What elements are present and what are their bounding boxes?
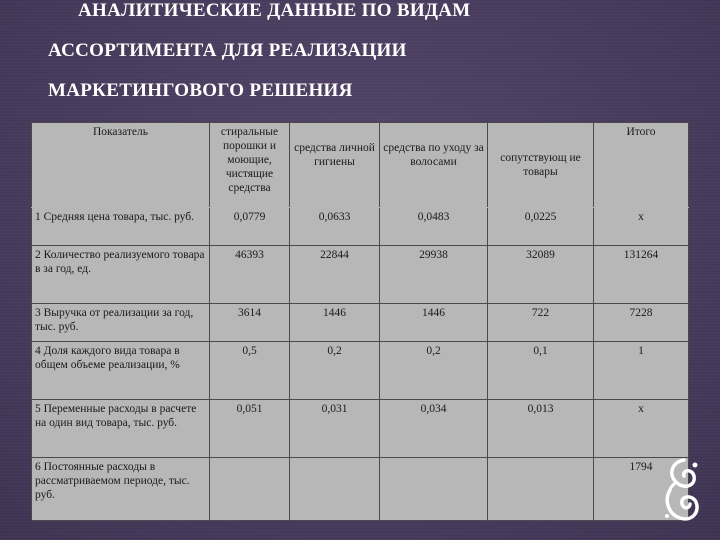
cell-value: 0,0779: [210, 208, 290, 246]
table-row: [32, 458, 689, 521]
cell-value: 46393: [210, 246, 290, 304]
cell-value: 0,034: [380, 400, 488, 458]
table-row: [32, 246, 689, 304]
table-row: [32, 400, 689, 458]
cell-value: 1446: [290, 304, 380, 342]
cell-value: 0,0633: [290, 208, 380, 246]
cell-value: 131264: [594, 246, 689, 304]
cell-value: 0,051: [210, 400, 290, 458]
cell-value: 0,0483: [380, 208, 488, 246]
slide-title-line-1: АНАЛИТИЧЕСКИЕ ДАННЫЕ ПО ВИДАМ: [78, 0, 471, 21]
cell-value: x: [594, 208, 689, 246]
table-row: [32, 208, 689, 246]
header-hygiene: средства личной гигиены: [290, 123, 380, 208]
cell-value: 722: [488, 304, 594, 342]
row-label: 4 Доля каждого вида товара в общем объеме реализации, %: [32, 342, 210, 400]
table-header-row: [32, 123, 689, 208]
cell-value: 0,013: [488, 400, 594, 458]
assortment-data-table: [31, 122, 689, 521]
row-label: 6 Постоянные расходы в рассматриваемом периоде, тыс. руб.: [32, 458, 210, 521]
cell-value: 0,031: [290, 400, 380, 458]
row-label: 1 Средняя цена товара, тыс. руб.: [32, 208, 210, 246]
cell-value: 7228: [594, 304, 689, 342]
header-related-goods: сопутствующ ие товары: [488, 123, 594, 208]
cell-value: 1: [594, 342, 689, 400]
header-detergents: стиральные порошки и моющие, чистящие средства: [210, 123, 290, 208]
row-label: 2 Количество реализуемого товара в за год, ед.: [32, 246, 210, 304]
cell-value: [380, 458, 488, 521]
row-label: 3 Выручка от реализации за год, тыс. руб.: [32, 304, 210, 342]
cell-value: 29938: [380, 246, 488, 304]
header-indicator: Показатель: [32, 123, 210, 208]
header-hair-care: средства по уходу за волосами: [380, 123, 488, 208]
slide-title-line-2: АССОРТИМЕНТА ДЛЯ РЕАЛИЗАЦИИ: [48, 40, 407, 61]
cell-value: 32089: [488, 246, 594, 304]
cell-value: [488, 458, 594, 521]
row-label: 5 Переменные расходы в расчете на один вид товара, тыс. руб.: [32, 400, 210, 458]
cell-value: 0,2: [290, 342, 380, 400]
cell-value: 1794: [594, 458, 689, 521]
cell-value: [210, 458, 290, 521]
slide-title-line-3: МАРКЕТИНГОВОГО РЕШЕНИЯ: [48, 80, 353, 101]
header-total: Итого: [594, 123, 689, 208]
cell-value: 3614: [210, 304, 290, 342]
cell-value: 1446: [380, 304, 488, 342]
decorative-swirl-icon: [662, 456, 702, 524]
table-row: [32, 304, 689, 342]
cell-value: 0,0225: [488, 208, 594, 246]
cell-value: x: [594, 400, 689, 458]
cell-value: [290, 458, 380, 521]
cell-value: 0,1: [488, 342, 594, 400]
cell-value: 0,5: [210, 342, 290, 400]
cell-value: 0,2: [380, 342, 488, 400]
table-row: [32, 342, 689, 400]
cell-value: 22844: [290, 246, 380, 304]
